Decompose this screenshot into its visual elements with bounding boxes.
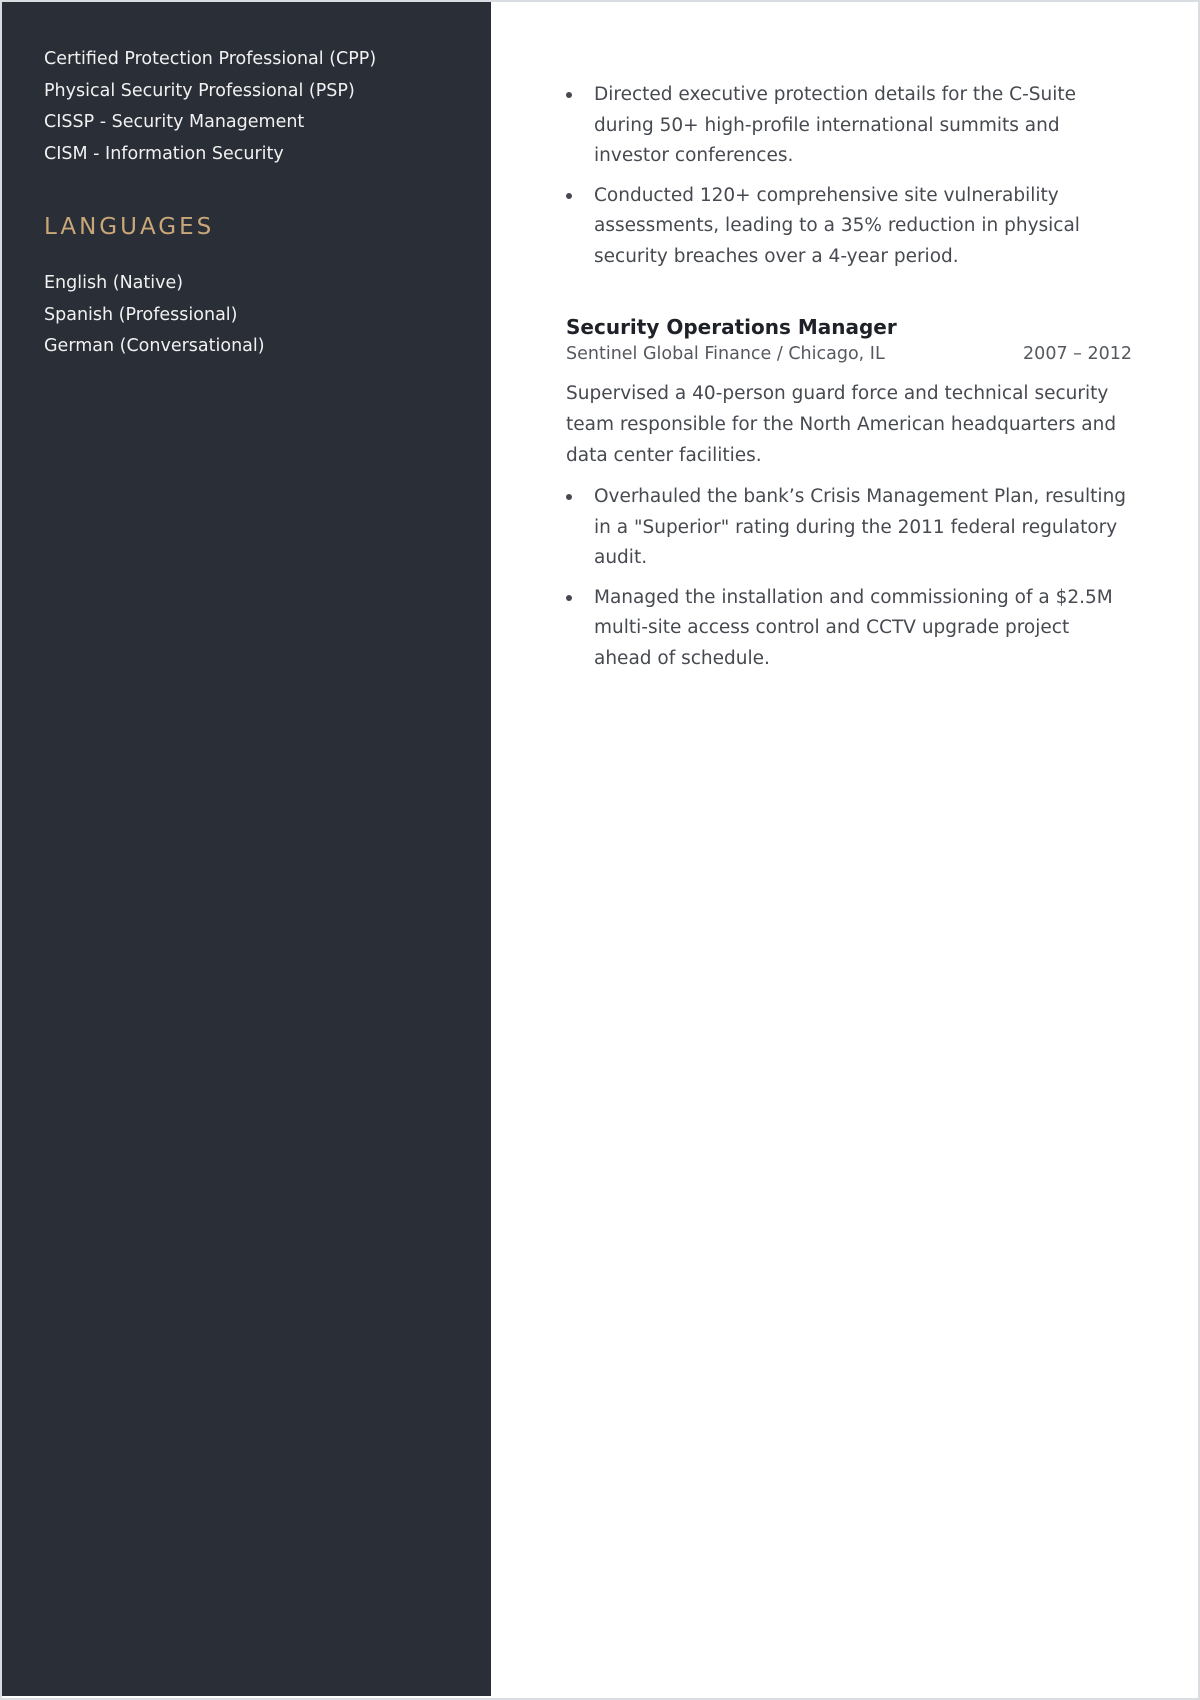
previous-job-bullet-list <box>566 80 1132 272</box>
certification-item: CISSP - Security Management <box>44 112 305 132</box>
achievement-bullet <box>566 482 1132 574</box>
language-item: Spanish (Professional) <box>44 304 238 325</box>
achievement-text: Conducted 120+ comprehensive site vulnerability assessments, leading to a 35% reduction in physical security breaches over a 4-year period. <box>594 184 1080 267</box>
job-summary: Supervised a 40-person guard force and technical security team responsible for the North American headquarters and data center facilities. <box>566 383 1117 466</box>
languages-heading: LANGUAGES <box>44 214 215 240</box>
achievement-text: Directed executive protection details for the C-Suite during 50+ high-profile international summits and investor conferences. <box>594 84 1077 166</box>
company-location: Sentinel Global Finance / Chicago, IL <box>566 344 885 364</box>
certification-item: Certified Protection Professional (CPP) <box>44 49 377 69</box>
certification-item: Physical Security Professional (PSP) <box>44 80 355 101</box>
job-meta <box>566 341 1132 368</box>
language-item: English (Native) <box>44 273 184 293</box>
bullet-icon <box>566 494 572 500</box>
certifications-list <box>44 44 376 170</box>
job-title: Security Operations Manager <box>566 315 897 339</box>
languages-list <box>44 268 265 363</box>
achievement-text: Overhauled the bank’s Crisis Management Plan, resulting in a "Superior" rating during the 2011 federal regulatory audit. <box>594 486 1127 568</box>
language-item: German (Conversational) <box>44 336 265 356</box>
achievement-bullet <box>566 80 1132 172</box>
job-dates: 2007 – 2012 <box>1023 344 1132 364</box>
achievement-text: Managed the installation and commissioning of a $2.5M multi-site access control and CCTV upgrade project ahead of schedule. <box>594 586 1113 669</box>
bullet-icon <box>566 595 572 601</box>
job-bullet-list <box>566 482 1132 674</box>
certification-item: CISM - Information Security <box>44 143 284 164</box>
achievement-bullet <box>566 583 1132 675</box>
job-entry <box>566 313 1132 674</box>
achievement-bullet <box>566 181 1132 273</box>
resume-main-content <box>566 80 1132 683</box>
bullet-icon <box>566 193 572 199</box>
resume-sidebar <box>2 2 491 1696</box>
bullet-icon <box>566 92 572 98</box>
